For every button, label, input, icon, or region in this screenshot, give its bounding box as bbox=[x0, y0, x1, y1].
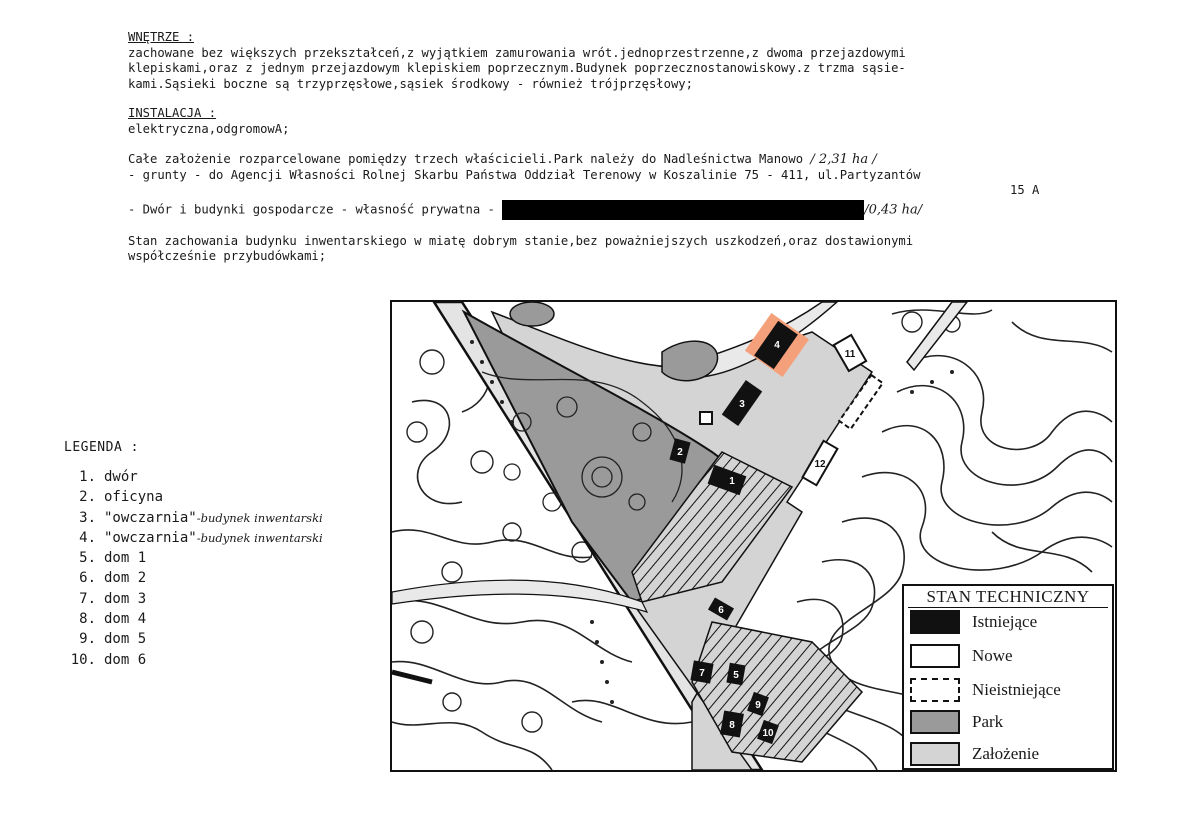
swatch-new bbox=[910, 644, 960, 668]
ownership-line-1 bbox=[128, 152, 1128, 168]
legend-item: 2. oficyna bbox=[79, 489, 164, 506]
building-legend bbox=[64, 440, 323, 670]
park-area-handwritten: / 2,31 ha / bbox=[810, 152, 877, 167]
swatch-site bbox=[910, 742, 960, 766]
marker-5: 5 bbox=[733, 670, 739, 681]
map-legend-title: STAN TECHNICZNY bbox=[908, 586, 1108, 608]
marker-2: 2 bbox=[677, 447, 683, 458]
wnetrze-heading: WNĘTRZE : bbox=[128, 30, 195, 44]
instalacja-line-1: elektryczna,odgromowA; bbox=[128, 121, 290, 136]
ownership-text-4: - Dwór i budynki gospodarcze - własność prywatna - bbox=[128, 202, 495, 216]
marker-1: 1 bbox=[729, 476, 735, 487]
manor-area-handwritten: /0,43 ha/ bbox=[864, 202, 923, 217]
instalacja-heading: INSTALACJA : bbox=[128, 106, 217, 120]
wnetrze-line-1: zachowane bez większych przekształceń,z wyjątkiem zamurowania wrót.jednoprzestrzenne,z dwoma przejazdowymi bbox=[128, 45, 906, 60]
legend-item: 1. dwór bbox=[79, 469, 138, 485]
legend-item: 10. dom 6 bbox=[70, 651, 147, 668]
swatch-park bbox=[910, 710, 960, 734]
ownership-line-2: - grunty - do Agencji Własności Rolnej Skarbu Państwa Oddział Terenowy w Koszalinie 75 - 411, ul.Partyzantów bbox=[128, 167, 921, 182]
redaction-bar bbox=[502, 200, 864, 220]
marker-3: 3 bbox=[739, 399, 745, 410]
swatch-existing bbox=[910, 610, 960, 634]
legend-item: 6. dom 2 bbox=[79, 570, 147, 587]
ownership-text-1: Całe założenie rozparcelowane pomiędzy trzech właścicieli.Park należy do Nadleśnictwa Manowo bbox=[128, 152, 804, 166]
marker-12: 12 bbox=[814, 459, 826, 470]
wnetrze-line-3: kami.Sąsieki boczne są trzyprzęsłowe,sąsiek środkowy - również trójprzęsłowy; bbox=[128, 76, 693, 91]
stan-line-2: współcześnie przybudówkami; bbox=[128, 249, 327, 263]
ownership-line-3: 15 A bbox=[1010, 183, 1040, 197]
technical-state-legend: STAN TECHNICZNY Istniejące Nowe Nieistniejące Park Założenie bbox=[902, 584, 1114, 770]
marker-10: 10 bbox=[762, 728, 774, 739]
stan-line-1: Stan zachowania budynku inwentarskiego w miatę dobrym stanie,bez poważniejszych uszkodzeń,oraz dostawionymi bbox=[128, 233, 914, 248]
legend-item: 4. "owczarnia"-budynek inwentarski bbox=[79, 529, 323, 546]
legend-item: 3. "owczarnia"-budynek inwentarski bbox=[79, 509, 323, 526]
marker-11: 11 bbox=[844, 349, 856, 360]
wnetrze-line-2: klepiskami,oraz z jednym przejazdowym klepiskiem poprzecznym.Budynek poprzecznostanowiskowy.z trzma sąsie- bbox=[128, 61, 906, 75]
legend-item: 5. dom 1 bbox=[79, 550, 147, 567]
pen-mark bbox=[392, 672, 432, 682]
marker-7: 7 bbox=[699, 668, 705, 679]
marker-6: 6 bbox=[718, 605, 724, 616]
marker-4: 4 bbox=[774, 340, 780, 351]
legend-list bbox=[64, 467, 323, 670]
marker-8: 8 bbox=[729, 720, 735, 731]
legend-title: LEGENDA : bbox=[64, 440, 139, 455]
legend-item: 7. dom 3 bbox=[79, 590, 147, 607]
ownership-line-4 bbox=[128, 200, 1128, 220]
legend-item: 8. dom 4 bbox=[79, 611, 147, 628]
legend-item: 9. dom 5 bbox=[79, 631, 147, 648]
marker-9: 9 bbox=[755, 700, 761, 711]
pond-small bbox=[510, 302, 554, 326]
document-body bbox=[128, 30, 1128, 265]
swatch-nonexistent bbox=[910, 678, 960, 702]
side-road bbox=[392, 580, 647, 612]
